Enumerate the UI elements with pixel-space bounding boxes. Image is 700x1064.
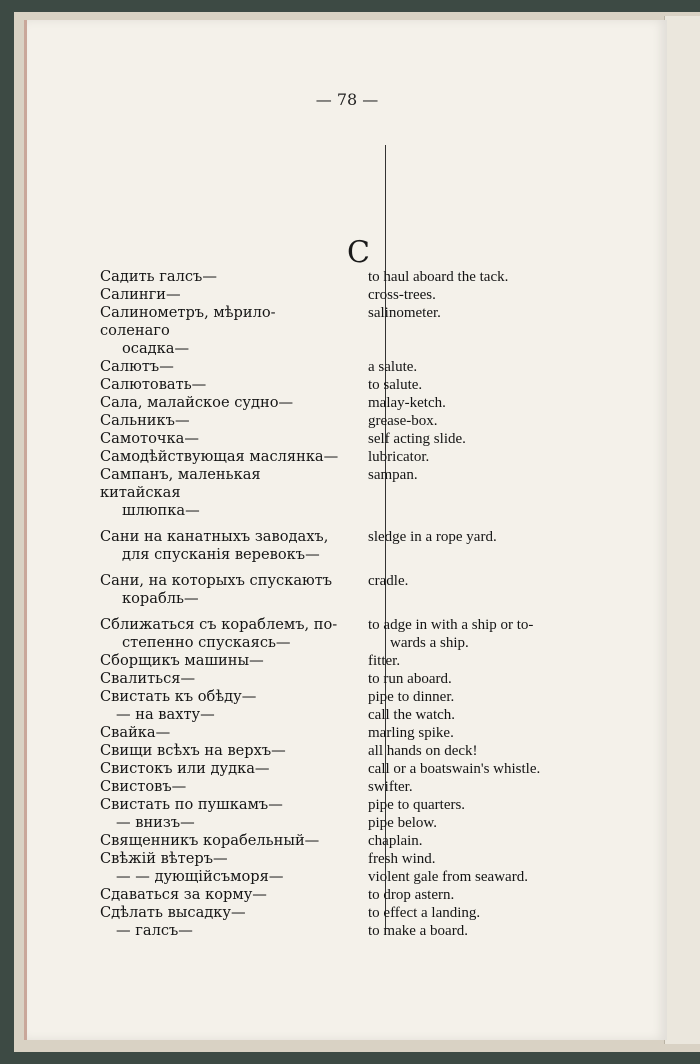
entry-row — [100, 358, 630, 376]
russian-term: Салинги— — [100, 286, 181, 303]
english-translation: cradle. — [368, 573, 409, 589]
english-translation: to make a board. — [368, 923, 468, 939]
page-number: — 78 — — [315, 90, 379, 109]
russian-term: Сближаться съ кораблемъ, по- степенно спускаясь— — [100, 616, 338, 651]
english-translation: to adge in with a ship or to- wards a ship. — [368, 617, 534, 651]
russian-term: Сальникъ— — [100, 412, 190, 429]
russian-term: Салютъ— — [100, 358, 174, 375]
russian-term: Садить галсъ— — [100, 268, 217, 285]
entry-row — [100, 904, 630, 922]
russian-term: Сани, на которыхъ спускаютъ корабль— — [100, 572, 333, 607]
english-translation: fitter. — [368, 653, 401, 669]
russian-term: Свистовъ— — [100, 778, 187, 795]
english-translation: violent gale from seaward. — [368, 869, 528, 885]
russian-term: Сборщикъ машины— — [100, 652, 264, 669]
russian-term: Самодѣйствующая маслянка— — [100, 448, 339, 465]
entry-row — [100, 268, 630, 286]
russian-term: Свищи всѣхъ на верхъ— — [100, 742, 286, 759]
english-translation: marling spike. — [368, 725, 454, 741]
entry-row — [100, 528, 630, 564]
english-translation: swifter. — [368, 779, 413, 795]
english-translation: cross-trees. — [368, 287, 436, 303]
english-translation: to effect a landing. — [368, 905, 481, 921]
entry-row — [100, 616, 630, 652]
english-translation: grease-box. — [368, 413, 438, 429]
entry-row — [100, 572, 630, 608]
russian-term: — — дующійсъморя— — [116, 868, 284, 885]
english-translation: fresh wind. — [368, 851, 436, 867]
entry-row — [100, 466, 630, 520]
russian-term: Священникъ корабельный— — [100, 832, 320, 849]
russian-term: — галсъ— — [116, 922, 193, 939]
russian-term: Салютовать— — [100, 376, 207, 393]
russian-term: — внизъ— — [116, 814, 195, 831]
spacer — [100, 564, 630, 572]
entry-row — [100, 706, 630, 724]
english-translation: pipe to quarters. — [368, 797, 466, 813]
russian-term: Сани на канатныхъ заводахъ, для спусканія веревокъ— — [100, 528, 329, 563]
english-translation: malay-ketch. — [368, 395, 446, 411]
english-translation: salinometer. — [368, 305, 441, 321]
entry-row — [100, 850, 630, 868]
entry-row — [100, 868, 630, 886]
entry-row — [100, 814, 630, 832]
entry-row — [100, 688, 630, 706]
english-translation: all hands on deck! — [368, 743, 478, 759]
russian-term: Свѣжій вѣтеръ— — [100, 850, 228, 867]
entry-row — [100, 832, 630, 850]
russian-term: — на вахту— — [116, 706, 215, 723]
entry-row — [100, 430, 630, 448]
entry-row — [100, 778, 630, 796]
english-translation: call the watch. — [368, 707, 456, 723]
russian-term: Самоточка— — [100, 430, 199, 447]
entry-row — [100, 760, 630, 778]
russian-term: Свистать къ обѣду— — [100, 688, 257, 705]
section-letter: С — [347, 235, 370, 270]
entry-row — [100, 670, 630, 688]
spacer — [100, 608, 630, 616]
english-translation: sledge in a rope yard. — [368, 529, 497, 545]
entry-row — [100, 742, 630, 760]
spacer — [100, 520, 630, 528]
entry-row — [100, 394, 630, 412]
entry-row — [100, 886, 630, 904]
russian-term: Свалиться— — [100, 670, 196, 687]
russian-term: Свистокъ или дудка— — [100, 760, 270, 777]
english-translation: call or a boatswain's whistle. — [368, 761, 541, 777]
english-translation: to run aboard. — [368, 671, 452, 687]
russian-term: Сдаваться за корму— — [100, 886, 267, 903]
dictionary-entries — [100, 268, 630, 940]
russian-term: Сдѣлать высадку— — [100, 904, 246, 921]
entry-row — [100, 724, 630, 742]
russian-term: Сала, малайское судно— — [100, 394, 294, 411]
entry-row — [100, 922, 630, 940]
russian-term: Свистать по пушкамъ— — [100, 796, 283, 813]
entry-row — [100, 796, 630, 814]
english-translation: sampan. — [368, 467, 418, 483]
entry-row — [100, 448, 630, 466]
english-translation: to salute. — [368, 377, 423, 393]
english-translation: self acting slide. — [368, 431, 466, 447]
english-translation: lubricator. — [368, 449, 430, 465]
entry-row — [100, 652, 630, 670]
english-translation: chaplain. — [368, 833, 423, 849]
russian-term: Салинометръ, мѣрило-соленаго осадка— — [100, 304, 276, 357]
entry-row — [100, 286, 630, 304]
english-translation: pipe below. — [368, 815, 438, 831]
entry-row — [100, 304, 630, 358]
english-translation: pipe to dinner. — [368, 689, 455, 705]
russian-term: Свайка— — [100, 724, 171, 741]
facing-page-edge — [664, 16, 700, 1044]
entry-row — [100, 412, 630, 430]
entry-row — [100, 376, 630, 394]
english-translation: to haul aboard the tack. — [368, 269, 509, 285]
russian-term: Сампанъ, маленькая китайская шлюпка— — [100, 466, 261, 519]
english-translation: a salute. — [368, 359, 418, 375]
english-translation: to drop astern. — [368, 887, 455, 903]
